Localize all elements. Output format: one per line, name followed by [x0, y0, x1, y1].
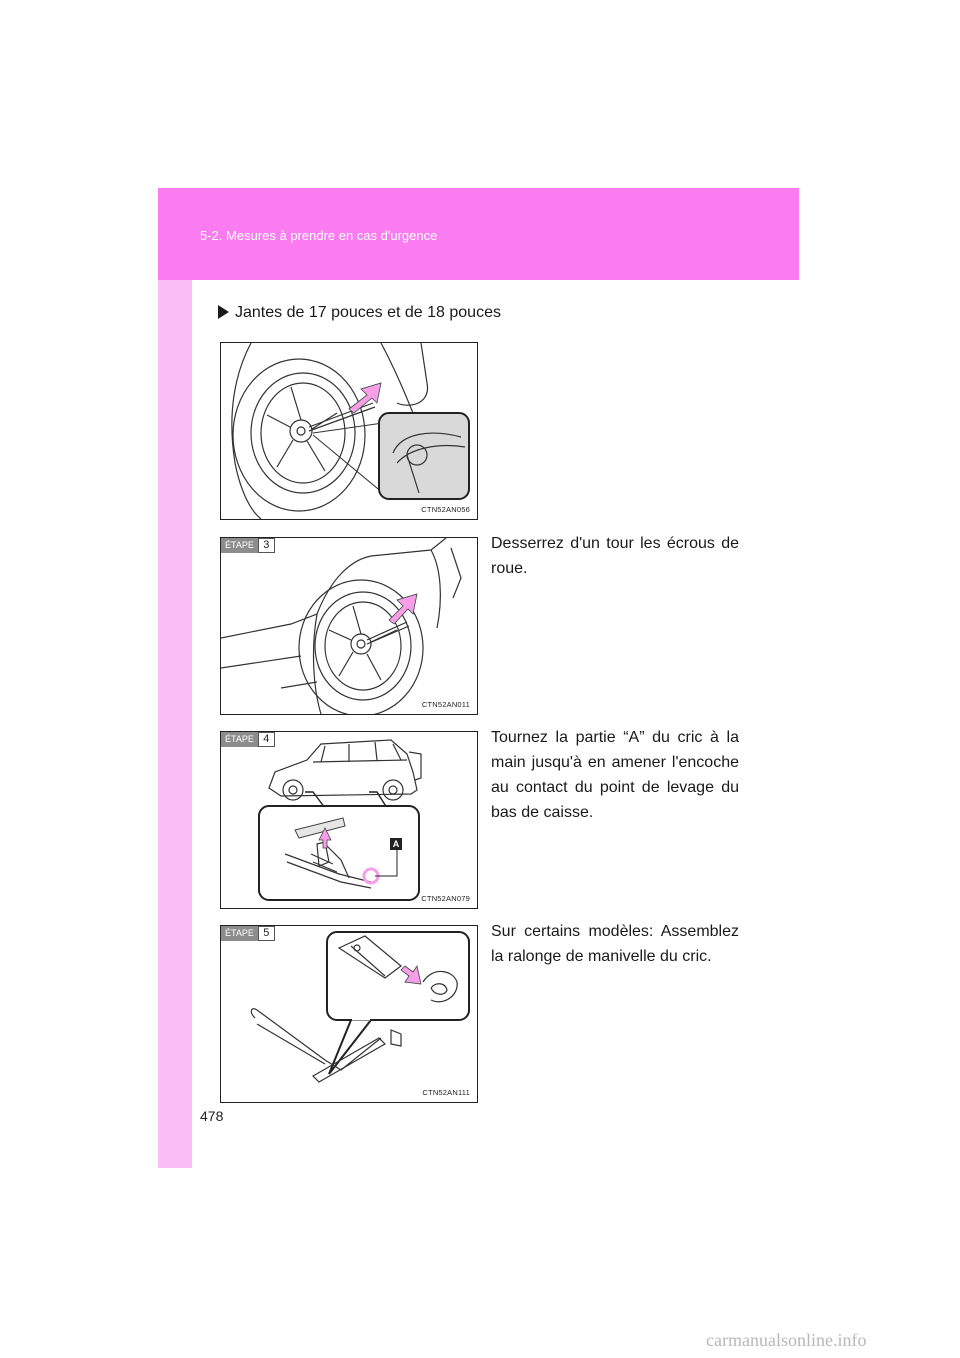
step-badge — [221, 926, 275, 941]
figure-code: CTN52AN056 — [421, 505, 470, 514]
subsection-heading-text: Jantes de 17 pouces et de 18 pouces — [235, 304, 501, 321]
figure-step-5 — [220, 925, 478, 1103]
step-4-instruction: Tournez la partie “A” du cric à la main jusqu'à en amener l'encoche au contact du point de levage du bas de caisse. — [491, 729, 739, 821]
watermark: carmanualsonline.info — [706, 1330, 867, 1350]
side-margin-band — [158, 188, 192, 1168]
step-3-instruction: Desserrez d'un tour les écrous de roue. — [491, 535, 739, 577]
illustration-loosen-lug-nuts — [221, 538, 477, 714]
step-number: 4 — [258, 732, 275, 747]
figure-step-3 — [220, 537, 478, 715]
section-header — [158, 188, 799, 280]
callout-label-a: A — [392, 839, 400, 849]
figure-code: CTN52AN011 — [421, 700, 470, 709]
subsection-heading — [218, 304, 501, 322]
step-label: ÉTAPE — [221, 926, 258, 941]
step-label: ÉTAPE — [221, 538, 258, 553]
step-label: ÉTAPE — [221, 732, 258, 747]
triangle-bullet-icon — [218, 305, 229, 319]
figure-wheel-lug-wrench — [220, 342, 478, 520]
step-badge — [221, 538, 275, 553]
section-title: 5-2. Mesures à prendre en cas d'urgence — [200, 228, 438, 243]
illustration-jack-handle-extension — [221, 926, 477, 1102]
step-badge — [221, 732, 275, 747]
figure-code: CTN52AN111 — [422, 1088, 470, 1097]
illustration-jack-under-car — [221, 732, 477, 908]
step-5-instruction: Sur certains modèles: Assemblez la ralonge de manivelle du cric. — [491, 923, 739, 965]
illustration-wheel-wrench — [221, 343, 477, 519]
step-number: 5 — [258, 926, 275, 941]
page-number: 478 — [200, 1108, 224, 1124]
figure-step-4 — [220, 731, 478, 909]
figure-code: CTN52AN079 — [421, 894, 470, 903]
step-number: 3 — [258, 538, 275, 553]
